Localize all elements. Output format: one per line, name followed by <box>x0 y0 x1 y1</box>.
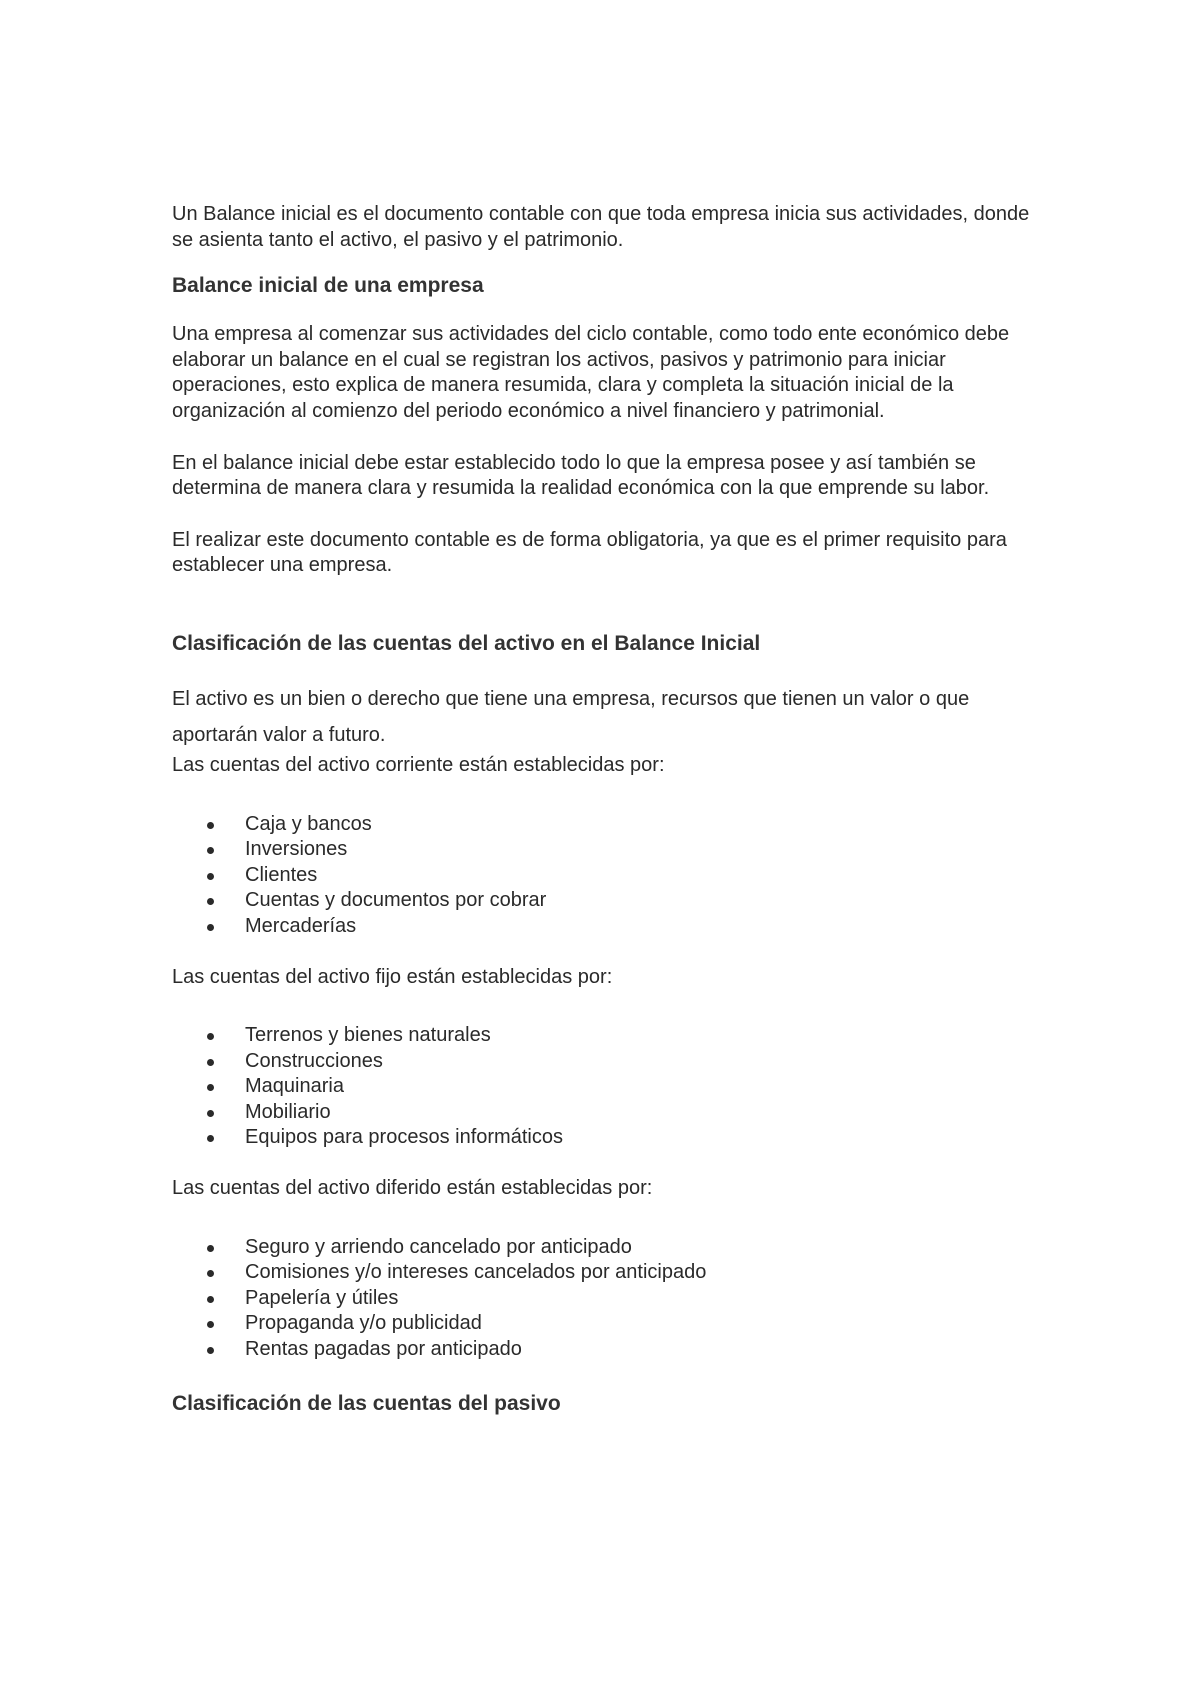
list-intro-activo-fijo: Las cuentas del activo fijo están establecidas por: <box>172 965 613 988</box>
list-item-label: Comisiones y/o intereses cancelados por anticipado <box>245 1261 707 1284</box>
list-item-label: Equipos para procesos informáticos <box>245 1126 563 1149</box>
bullet-icon <box>207 924 214 931</box>
list-item <box>172 888 1052 914</box>
list-activo-diferido <box>172 1235 1052 1363</box>
bullet-icon <box>207 822 214 829</box>
intro-paragraph: Un Balance inicial es el documento contable con que toda empresa inicia sus actividades, donde se asienta tanto el activo, el pasivo y el patrimonio. <box>172 203 1030 251</box>
list-item <box>172 1260 1052 1286</box>
list-item-label: Mercaderías <box>245 914 357 937</box>
section-heading-pasivo: Clasificación de las cuentas del pasivo <box>172 1391 561 1415</box>
list-item-label: Caja y bancos <box>245 812 372 835</box>
list-item <box>172 1074 1052 1100</box>
document-page <box>172 202 1052 1417</box>
bullet-icon <box>207 1347 214 1354</box>
bullet-icon <box>207 1084 214 1091</box>
list-intro-activo-corriente: Las cuentas del activo corriente están establecidas por: <box>172 753 665 776</box>
list-item <box>172 1311 1052 1337</box>
list-activo-fijo <box>172 1023 1052 1151</box>
list-activo-corriente <box>172 812 1052 940</box>
bullet-icon <box>207 873 214 880</box>
bullet-icon <box>207 1135 214 1142</box>
list-item <box>172 1337 1052 1363</box>
bullet-icon <box>207 1110 214 1117</box>
list-item <box>172 1100 1052 1126</box>
bullet-icon <box>207 1245 214 1252</box>
list-item <box>172 837 1052 863</box>
section-heading-balance-inicial: Balance inicial de una empresa <box>172 274 484 298</box>
bullet-icon <box>207 898 214 905</box>
bullet-icon <box>207 1059 214 1066</box>
list-item-label: Maquinaria <box>245 1075 344 1098</box>
list-item-label: Mobiliario <box>245 1100 331 1123</box>
paragraph: En el balance inicial debe estar establecido todo lo que la empresa posee y así también se determina de manera clara y resumida la realidad económica con la que emprende su labor. <box>172 451 990 500</box>
bullet-icon <box>207 1270 214 1277</box>
list-item-label: Propaganda y/o publicidad <box>245 1312 482 1335</box>
list-item <box>172 863 1052 889</box>
bullet-icon <box>207 1321 214 1328</box>
list-item <box>172 812 1052 838</box>
list-item <box>172 1235 1052 1261</box>
bullet-icon <box>207 1033 214 1040</box>
paragraph: Una empresa al comenzar sus actividades del ciclo contable, como todo ente económico debe elaborar un balance en el cual se registran los activos, pasivos y patrimonio para iniciar operaciones, esto explica de manera resumida, clara y completa la situación inicial de la organización al comienzo del periodo económico a nivel financiero y patrimonial. <box>172 323 1010 422</box>
list-item-label: Construcciones <box>245 1049 383 1072</box>
list-item <box>172 1023 1052 1049</box>
list-item <box>172 1049 1052 1075</box>
list-item-label: Rentas pagadas por anticipado <box>245 1338 522 1361</box>
paragraph: El realizar este documento contable es de forma obligatoria, ya que es el primer requisito para establecer una empresa. <box>172 528 1007 577</box>
list-intro-activo-diferido: Las cuentas del activo diferido están establecidas por: <box>172 1177 653 1200</box>
list-item-label: Terrenos y bienes naturales <box>245 1024 491 1047</box>
list-item <box>172 914 1052 940</box>
list-item-label: Papelería y útiles <box>245 1286 399 1309</box>
section-heading-activo: Clasificación de las cuentas del activo en el Balance Inicial <box>172 631 761 655</box>
list-item-label: Cuentas y documentos por cobrar <box>245 889 547 912</box>
list-item-label: Clientes <box>245 863 318 886</box>
bullet-icon <box>207 847 214 854</box>
paragraph-activo-definition: El activo es un bien o derecho que tiene una empresa, recursos que tienen un valor o que aportarán valor a futuro. <box>172 687 970 746</box>
list-item-label: Inversiones <box>245 838 348 861</box>
list-item <box>172 1286 1052 1312</box>
list-item <box>172 1125 1052 1151</box>
list-item-label: Seguro y arriendo cancelado por anticipado <box>245 1235 632 1258</box>
bullet-icon <box>207 1296 214 1303</box>
